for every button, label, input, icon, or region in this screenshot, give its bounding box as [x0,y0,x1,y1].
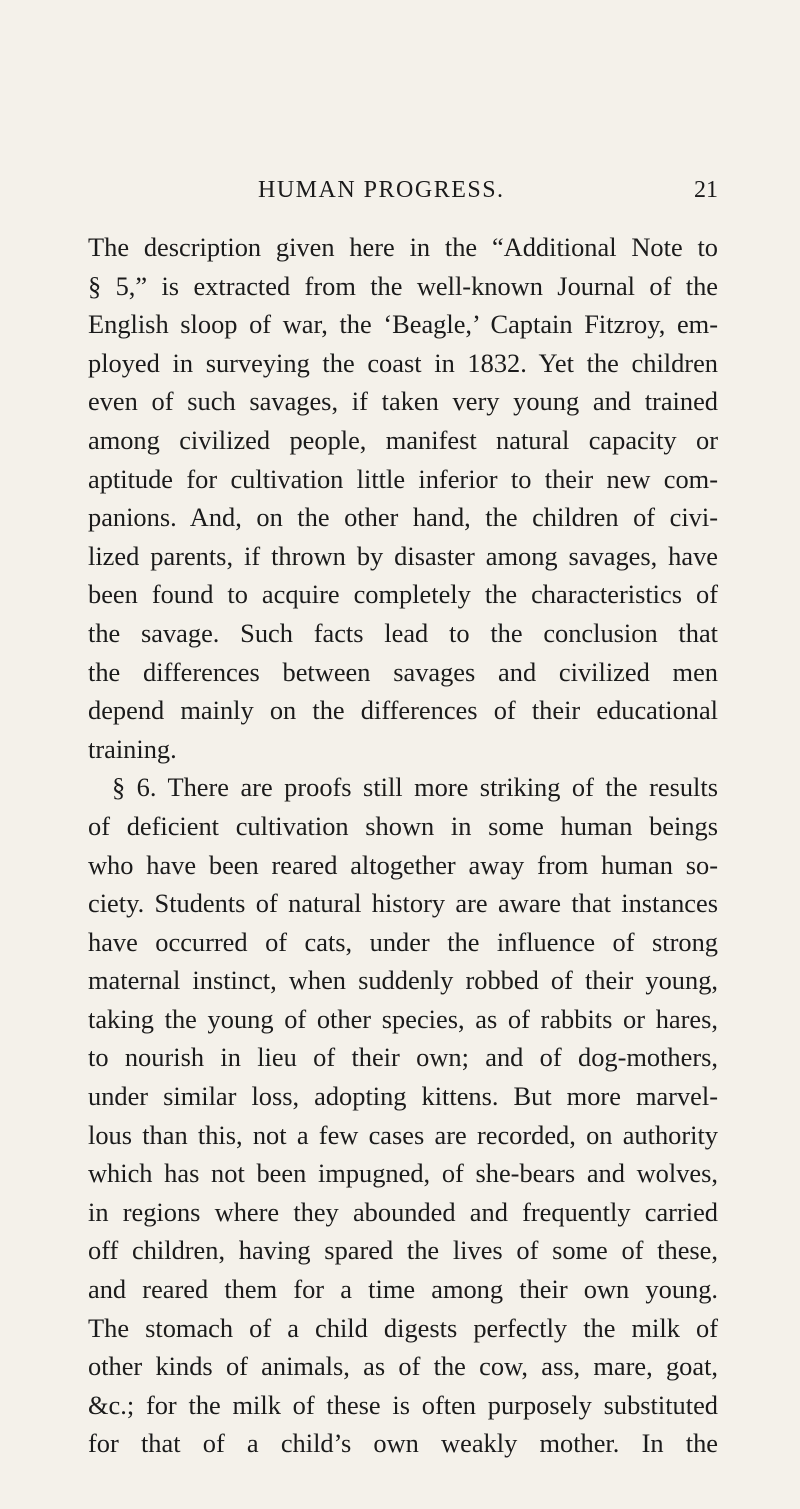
text-line: maternal instinct, when suddenly robbed of their young, [88,965,718,996]
text-line: § 6. There are proofs still more striking of the results [112,772,718,803]
text-line: to nourish in lieu of their own; and of dog-mothers, [88,1042,718,1073]
text-line: training. [88,733,177,764]
text-line: other kinds of animals, as of the cow, ass, mare, goat, [88,1351,718,1382]
text-line: and reared them for a time among their own young. [88,1274,718,1305]
text-line: &c.; for the milk of these is often purposely substituted [88,1389,718,1420]
text-line: in regions where they abounded and frequently carried [88,1196,718,1227]
text-line: the differences between savages and civilized men [88,656,718,687]
page-number: 21 [694,177,718,203]
text-line: lous than this, not a few cases are recorded, on authority [88,1119,718,1150]
text-line: ciety. Students of natural history are aware that instances [88,888,718,919]
text-line: The stomach of a child digests perfectly the milk of [88,1312,718,1343]
running-title: HUMAN PROGRESS. [258,177,505,203]
text-line: The description given here in the “Additional Note to [88,232,718,262]
text-line: of deficient cultivation shown in some human beings [88,810,718,841]
text-line: under similar loss, adopting kittens. But more marvel- [88,1081,718,1112]
text-line: who have been reared altogether away from human so- [88,849,718,880]
running-head [88,172,718,208]
text-line: English sloop of war, the ‘Beagle,’ Captain Fitzroy, em- [88,309,718,340]
text-line: for that of a child’s own weakly mother. In the [88,1428,718,1459]
text-line: been found to acquire completely the characteristics of [88,579,718,610]
text-line: § 5,” is extracted from the well-known Journal of the [88,270,718,301]
text-line: have occurred of cats, under the influence of strong [88,926,718,957]
text-line: even of such savages, if taken very young and trained [88,386,718,417]
body-text [88,228,718,1463]
text-line: off children, having spared the lives of some of these, [88,1235,718,1266]
text-line: ployed in surveying the coast in 1832. Yet the children [88,347,718,378]
text-line: aptitude for cultivation little inferior to their new com- [88,463,718,494]
text-line: among civilized people, manifest natural capacity or [88,424,718,455]
text-line: panions. And, on the other hand, the children of civi- [88,502,718,533]
text-line: the savage. Such facts lead to the conclusion that [88,617,718,648]
text-line: which has not been impugned, of she-bears and wolves, [88,1158,718,1189]
text-line: lized parents, if thrown by disaster among savages, have [88,540,718,571]
text-line: depend mainly on the differences of their educational [88,695,718,726]
text-line: taking the young of other species, as of rabbits or hares, [88,1003,718,1034]
